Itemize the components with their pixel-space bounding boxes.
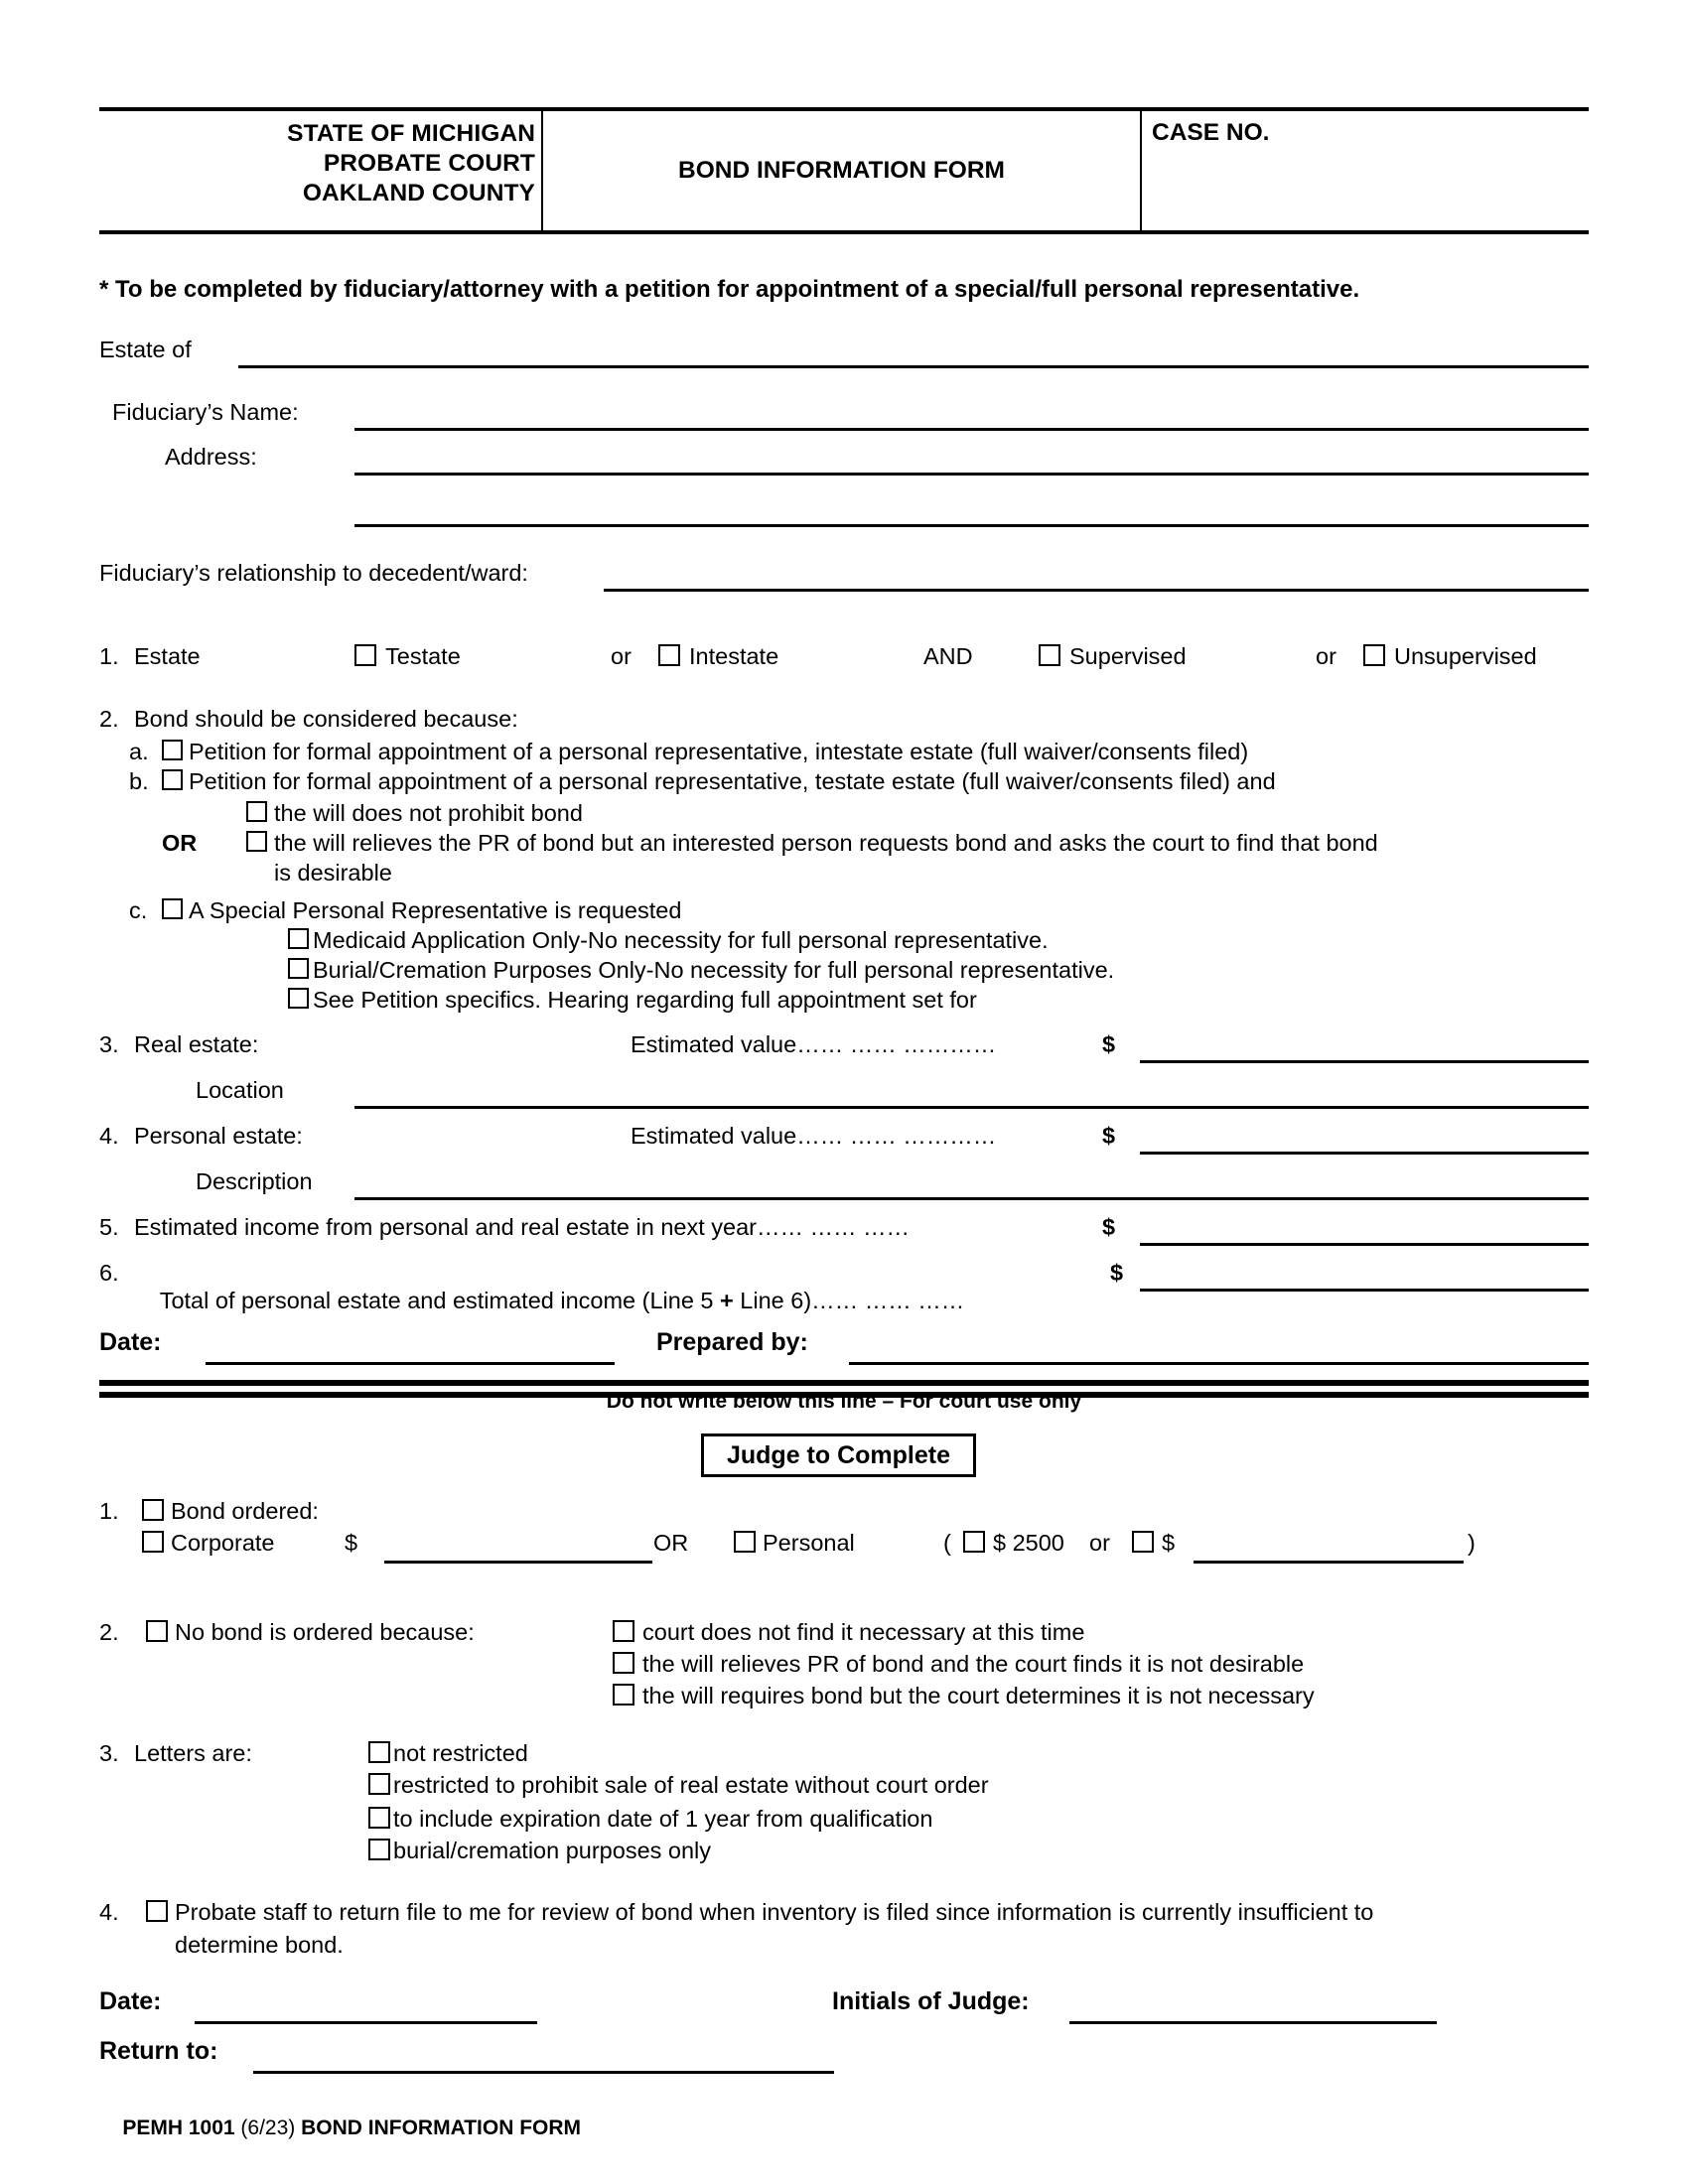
date-label-top: Date: [99,1328,162,1356]
checkbox-letters-restricted-sale[interactable] [368,1773,390,1795]
checkbox-2b-will-relieves[interactable] [246,831,267,852]
checkbox-personal-other-amount[interactable] [1132,1531,1154,1553]
item2c-text: A Special Personal Representative is requested [189,897,682,923]
item2c-letter: c. [129,897,148,923]
form-title: BOND INFORMATION FORM [678,157,1005,184]
address-label: Address: [165,444,257,470]
fiduciary-name-input[interactable] [354,428,1589,431]
item4-estimated-value-label: Estimated value…… …… ………… [631,1123,997,1149]
checkbox-2b-will-does-not-prohibit[interactable] [246,801,267,822]
footer-form-title: BOND INFORMATION FORM [301,2116,582,2139]
judge-item1-2500-label: $ 2500 [993,1530,1064,1556]
item2b-or-word: OR [162,830,198,856]
item1-label: Estate [134,643,201,669]
item3-estimated-value-label: Estimated value…… …… ………… [631,1031,997,1057]
judge-item4-line1: Probate staff to return file to me for review of bond when inventory is filed since information is currently insufficient to [175,1899,1374,1925]
judge-item4-number: 4. [99,1899,119,1925]
item6-total-input[interactable] [1140,1289,1589,1292]
case-number-cell[interactable] [1142,111,1589,230]
relationship-input[interactable] [604,589,1589,592]
item4-description-input[interactable] [354,1197,1589,1200]
judge-item3-option-2: restricted to prohibit sale of real estate without court order [393,1772,989,1798]
checkbox-2a[interactable] [162,740,183,760]
item4-description-label: Description [196,1168,313,1194]
label-unsupervised: Unsupervised [1394,643,1537,669]
section-divider-rule-upper [99,1380,1589,1386]
item3-label: Real estate: [134,1031,259,1057]
label-testate: Testate [385,643,461,669]
judge-item2-number: 2. [99,1619,119,1645]
checkbox-medicaid-application-only[interactable] [288,928,309,949]
footer-revision-date: (6/23) [234,2116,302,2139]
item6-text-part1: Total of personal estate and estimated income (Line 5 [159,1288,721,1313]
checkbox-letters-expiration-1-year[interactable] [368,1807,390,1829]
judge-to-complete-box [701,1433,976,1477]
judge-item1-or-inner: or [1089,1530,1110,1556]
judge-item1-or: OR [653,1530,689,1556]
court-identity-cell [99,111,543,230]
checkbox-see-petition-specifics[interactable] [288,988,309,1009]
relationship-label: Fiduciary’s relationship to decedent/ward: [99,560,528,586]
item2a-text: Petition for formal appointment of a personal representative, intestate estate (full waiver/consents filed) [189,739,1249,764]
item3-number: 3. [99,1031,119,1057]
initials-of-judge-label: Initials of Judge: [832,1987,1030,2015]
item2-heading: Bond should be considered because: [134,706,518,732]
item5-number: 5. [99,1214,119,1240]
judge-item1-dollar-corporate: $ [345,1530,358,1556]
judge-item3-option-3: to include expiration date of 1 year from qualification [393,1806,933,1832]
judge-item3-number: 3. [99,1740,119,1766]
item2a-letter: a. [129,739,149,764]
item1-number: 1. [99,643,119,669]
judge-item1-paren-close: ) [1468,1530,1476,1556]
personal-bond-amount-input[interactable] [1194,1561,1464,1564]
item6-number: 6. [99,1260,119,1286]
instruction-note: * To be completed by fiduciary/attorney with a petition for appointment of a special/full personal representative. [99,276,1360,303]
date-input-top[interactable] [206,1362,615,1365]
judge-item3-label: Letters are: [134,1740,252,1766]
checkbox-no-bond-reason-1[interactable] [613,1620,634,1642]
judge-item1-corporate-label: Corporate [171,1530,275,1556]
checkbox-letters-not-restricted[interactable] [368,1741,390,1763]
date-label-bottom: Date: [99,1987,162,2015]
item3-location-label: Location [196,1077,284,1103]
item2b-sub1-text: the will does not prohibit bond [274,800,583,826]
item2b-sub2-line1: the will relieves the PR of bond but an interested person requests bond and asks the court to find that bond [274,830,1378,856]
prepared-by-input[interactable] [849,1362,1589,1365]
item5-income-input[interactable] [1140,1243,1589,1246]
item2-number: 2. [99,706,119,732]
label-supervised: Supervised [1069,643,1187,669]
judge-to-complete-label: Judge to Complete [726,1440,950,1469]
item2c-sub3-text: See Petition specifics. Hearing regarding full appointment set for [313,987,977,1013]
item3-dollar-sign: $ [1102,1031,1116,1057]
judge-item1-paren-open: ( [943,1530,951,1556]
checkbox-letters-burial-cremation[interactable] [368,1839,390,1860]
item2c-sub1-text: Medicaid Application Only-No necessity for full personal representative. [313,927,1049,953]
fiduciary-name-label: Fiduciary’s Name: [112,399,299,425]
item3-real-estate-value-input[interactable] [1140,1060,1589,1063]
item1-and: AND [923,643,973,669]
county-line: OAKLAND COUNTY [302,180,535,206]
item1-or-2: or [1316,643,1336,669]
item2b-letter: b. [129,768,149,794]
date-input-bottom[interactable] [195,2021,537,2024]
item4-personal-estate-value-input[interactable] [1140,1152,1589,1155]
item4-dollar-sign: $ [1102,1123,1116,1149]
estate-of-input[interactable] [238,365,1589,368]
case-no-label: CASE NO. [1152,119,1270,146]
checkbox-unsupervised[interactable] [1363,644,1385,666]
item4-number: 4. [99,1123,119,1149]
checkbox-intestate[interactable] [658,644,680,666]
judge-item1-bond-ordered-label: Bond ordered: [171,1498,319,1524]
checkbox-no-bond-reason-2[interactable] [613,1652,634,1674]
judge-item1-dollar-other: $ [1162,1530,1176,1556]
footer-line [99,2093,581,2164]
checkbox-testate[interactable] [354,644,376,666]
judge-item3-option-4: burial/cremation purposes only [393,1838,712,1863]
address-input-line2[interactable] [354,524,1589,527]
checkbox-probate-staff-return-file[interactable] [146,1900,168,1922]
judge-item2-label: No bond is ordered because: [175,1619,475,1645]
judge-item1-personal-label: Personal [763,1530,855,1556]
form-header-table [99,107,1589,234]
return-to-input[interactable] [253,2071,834,2074]
checkbox-bond-ordered[interactable] [142,1499,164,1521]
corporate-bond-amount-input[interactable] [384,1561,652,1564]
address-input-line1[interactable] [354,473,1589,476]
item2b-text: Petition for formal appointment of a personal representative, testate estate (full waiver/consents filed) and [189,768,1276,794]
judge-item1-number: 1. [99,1498,119,1524]
estate-of-label: Estate of [99,337,192,362]
item1-or-1: or [611,643,632,669]
judge-item2-option-1: court does not find it necessary at this time [642,1619,1085,1645]
checkbox-no-bond-reason-3[interactable] [613,1684,634,1706]
label-intestate: Intestate [689,643,779,669]
checkbox-no-bond-ordered[interactable] [146,1620,168,1642]
judge-item3-option-1: not restricted [393,1740,528,1766]
judge-item4-line2: determine bond. [175,1932,344,1958]
state-line: STATE OF MICHIGAN [287,120,535,147]
item5-dollar-sign: $ [1102,1214,1116,1240]
checkbox-supervised[interactable] [1039,644,1060,666]
item6-text-part2: Line 6)…… …… …… [733,1288,965,1313]
form-title-cell [543,111,1142,230]
item5-text: Estimated income from personal and real estate in next year…… …… …… [134,1214,911,1240]
footer-form-code: PEMH 1001 [122,2116,235,2139]
item6-dollar-sign: $ [1110,1260,1124,1286]
item2c-sub2-text: Burial/Cremation Purposes Only-No necessity for full personal representative. [313,957,1115,983]
checkbox-corporate-bond[interactable] [142,1531,164,1553]
return-to-label: Return to: [99,2037,218,2065]
court-line: PROBATE COURT [323,150,535,177]
prepared-by-label: Prepared by: [656,1328,808,1356]
checkbox-2c[interactable] [162,898,183,919]
checkbox-2b[interactable] [162,769,183,790]
court-use-only-notice: Do not write below this line – For court use only [606,1390,1082,1413]
item4-label: Personal estate: [134,1123,303,1149]
checkbox-personal-bond[interactable] [734,1531,756,1553]
judge-item2-option-2: the will relieves PR of bond and the court finds it is not desirable [642,1651,1305,1677]
judge-item2-option-3: the will requires bond but the court determines it is not necessary [642,1683,1315,1708]
item2b-sub2-line2: is desirable [274,860,392,886]
initials-of-judge-input[interactable] [1069,2021,1437,2024]
checkbox-burial-cremation-only[interactable] [288,958,309,979]
item3-location-input[interactable] [354,1106,1589,1109]
item6-plus-sign: + [720,1288,734,1313]
checkbox-personal-2500[interactable] [963,1531,985,1553]
